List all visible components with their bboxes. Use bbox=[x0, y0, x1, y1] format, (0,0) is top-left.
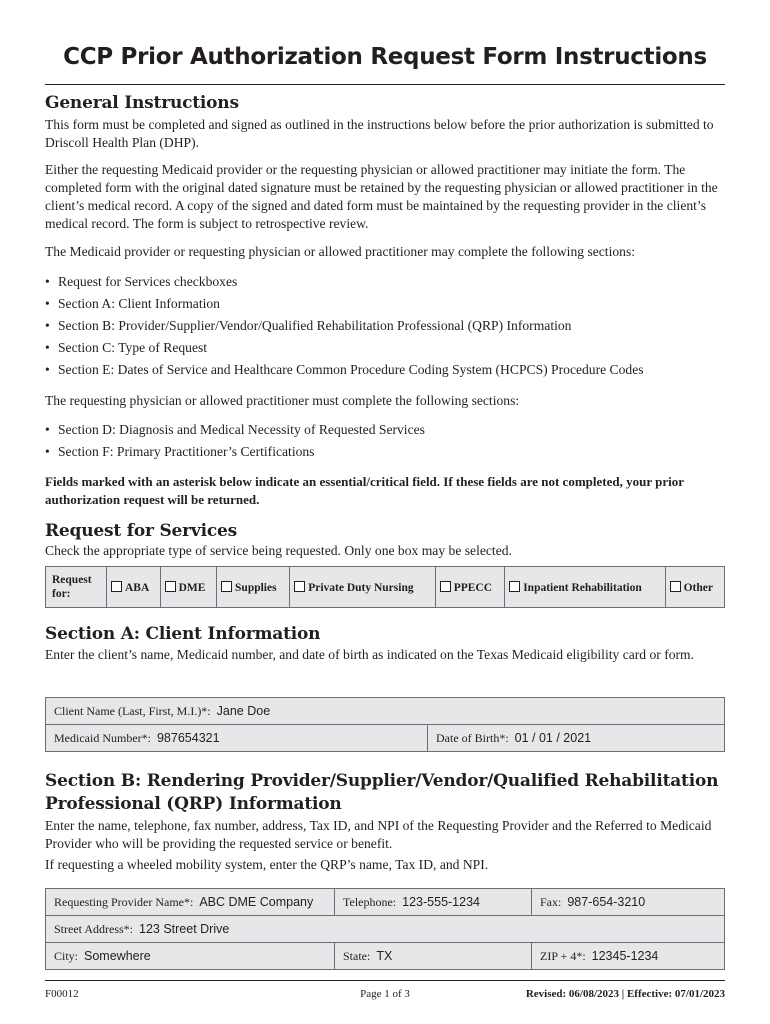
footer-divider bbox=[45, 980, 725, 981]
physician-sections-list bbox=[45, 419, 425, 463]
revision-date: Revised: 06/08/2023 | Effective: 07/01/2023 bbox=[525, 988, 725, 1000]
fax-field[interactable]: Fax: 987-654-3210 bbox=[532, 889, 725, 916]
date-of-birth-field[interactable]: Date of Birth*: 01 / 01 / 2021 bbox=[428, 725, 725, 752]
list-item: • Section F: Primary Practitioner’s Certifications bbox=[45, 441, 425, 463]
medicaid-number-field[interactable]: Medicaid Number*: 987654321 bbox=[46, 725, 428, 752]
request-for-services-description: Check the appropriate type of service being requested. Only one box may be selected. bbox=[45, 543, 512, 558]
state-field[interactable]: State: TX bbox=[335, 943, 532, 970]
form-id: F00012 bbox=[45, 988, 79, 1000]
essential-fields-note: Fields marked with an asterisk below indicate an essential/critical field. If these fields are not completed, your prior authorization request will be returned. bbox=[45, 474, 684, 507]
checkbox[interactable] bbox=[165, 581, 176, 592]
section-a-description: Enter the client’s name, Medicaid number, and date of birth as indicated on the Texas Medicaid eligibility card or form. bbox=[45, 647, 695, 662]
city-field[interactable]: City: Somewhere bbox=[46, 943, 335, 970]
general-paragraph-3: The Medicaid provider or requesting physician or allowed practitioner may complete the following sections: bbox=[45, 244, 636, 259]
section-b-description-2: If requesting a wheeled mobility system, enter the QRP’s name, Tax ID, and NPI. bbox=[45, 857, 489, 872]
provider-information-table bbox=[45, 888, 725, 970]
list-item: • Section D: Diagnosis and Medical Necessity of Requested Services bbox=[45, 419, 425, 441]
zip-field[interactable]: ZIP + 4*: 12345-1234 bbox=[532, 943, 725, 970]
section-b-description-1: Enter the name, telephone, fax number, address, Tax ID, and NPI of the Requesting Provider and the Referred to Medicaid Provider who will be providing the requested service or benefit. bbox=[45, 818, 712, 851]
service-option-supplies[interactable]: Supplies bbox=[217, 567, 290, 608]
section-a-heading: Section A: Client Information bbox=[45, 624, 321, 644]
checkbox[interactable] bbox=[294, 581, 305, 592]
list-item: • Section C: Type of Request bbox=[45, 337, 644, 359]
client-name-field[interactable]: Client Name (Last, First, M.I.)*: Jane Doe bbox=[46, 698, 725, 725]
requesting-provider-name-field[interactable]: Requesting Provider Name*: ABC DME Company bbox=[46, 889, 335, 916]
page-number: Page 1 of 3 bbox=[360, 988, 410, 1000]
general-instructions-heading: General Instructions bbox=[45, 93, 239, 113]
checkbox[interactable] bbox=[509, 581, 520, 592]
telephone-field[interactable]: Telephone: 123-555-1234 bbox=[335, 889, 532, 916]
request-for-services-heading: Request for Services bbox=[45, 521, 237, 541]
checkbox[interactable] bbox=[670, 581, 681, 592]
provider-sections-list bbox=[45, 271, 644, 381]
service-option-ppecc[interactable]: PPECC bbox=[435, 567, 505, 608]
title-divider bbox=[45, 84, 725, 85]
list-item: • Section B: Provider/Supplier/Vendor/Qualified Rehabilitation Professional (QRP) Information bbox=[45, 315, 644, 337]
general-paragraph-4: The requesting physician or allowed practitioner must complete the following sections: bbox=[45, 393, 520, 408]
service-option-dme[interactable]: DME bbox=[160, 567, 216, 608]
client-information-table bbox=[45, 697, 725, 752]
list-item: • Section A: Client Information bbox=[45, 293, 644, 315]
list-item: • Section E: Dates of Service and Healthcare Common Procedure Coding System (HCPCS) Procedure Codes bbox=[45, 359, 644, 381]
checkbox[interactable] bbox=[221, 581, 232, 592]
service-option-inpatient-rehabilitation[interactable]: Inpatient Rehabilitation bbox=[505, 567, 665, 608]
general-paragraph-1: This form must be completed and signed as outlined in the instructions below before the prior authorization is submitted to Driscoll Health Plan (DHP). bbox=[45, 117, 714, 150]
list-item: • Request for Services checkboxes bbox=[45, 271, 644, 293]
service-option-other[interactable]: Other bbox=[665, 567, 724, 608]
page-title: CCP Prior Authorization Request Form Instructions bbox=[63, 44, 707, 70]
checkbox[interactable] bbox=[440, 581, 451, 592]
checkbox[interactable] bbox=[111, 581, 122, 592]
service-option-aba[interactable]: ABA bbox=[107, 567, 161, 608]
street-address-field[interactable]: Street Address*: 123 Street Drive bbox=[46, 916, 725, 943]
service-option-private-duty-nursing[interactable]: Private Duty Nursing bbox=[290, 567, 436, 608]
request-for-services-table bbox=[45, 566, 725, 608]
section-b-heading: Section B: Rendering Provider/Supplier/Vendor/Qualified Rehabilitation Professional (QRP) Information bbox=[45, 771, 719, 814]
general-paragraph-2: Either the requesting Medicaid provider or the requesting physician or allowed practitioner may initiate the form. The completed form with the original dated signature must be retained by the requesting physician or allowed practitioner in the client’s medical record. A copy of the signed and dated form must be maintained by the requesting provider in the client’s medical record. The form is subject to retrospective review. bbox=[45, 162, 718, 231]
request-for-label: Request for: bbox=[46, 567, 107, 608]
